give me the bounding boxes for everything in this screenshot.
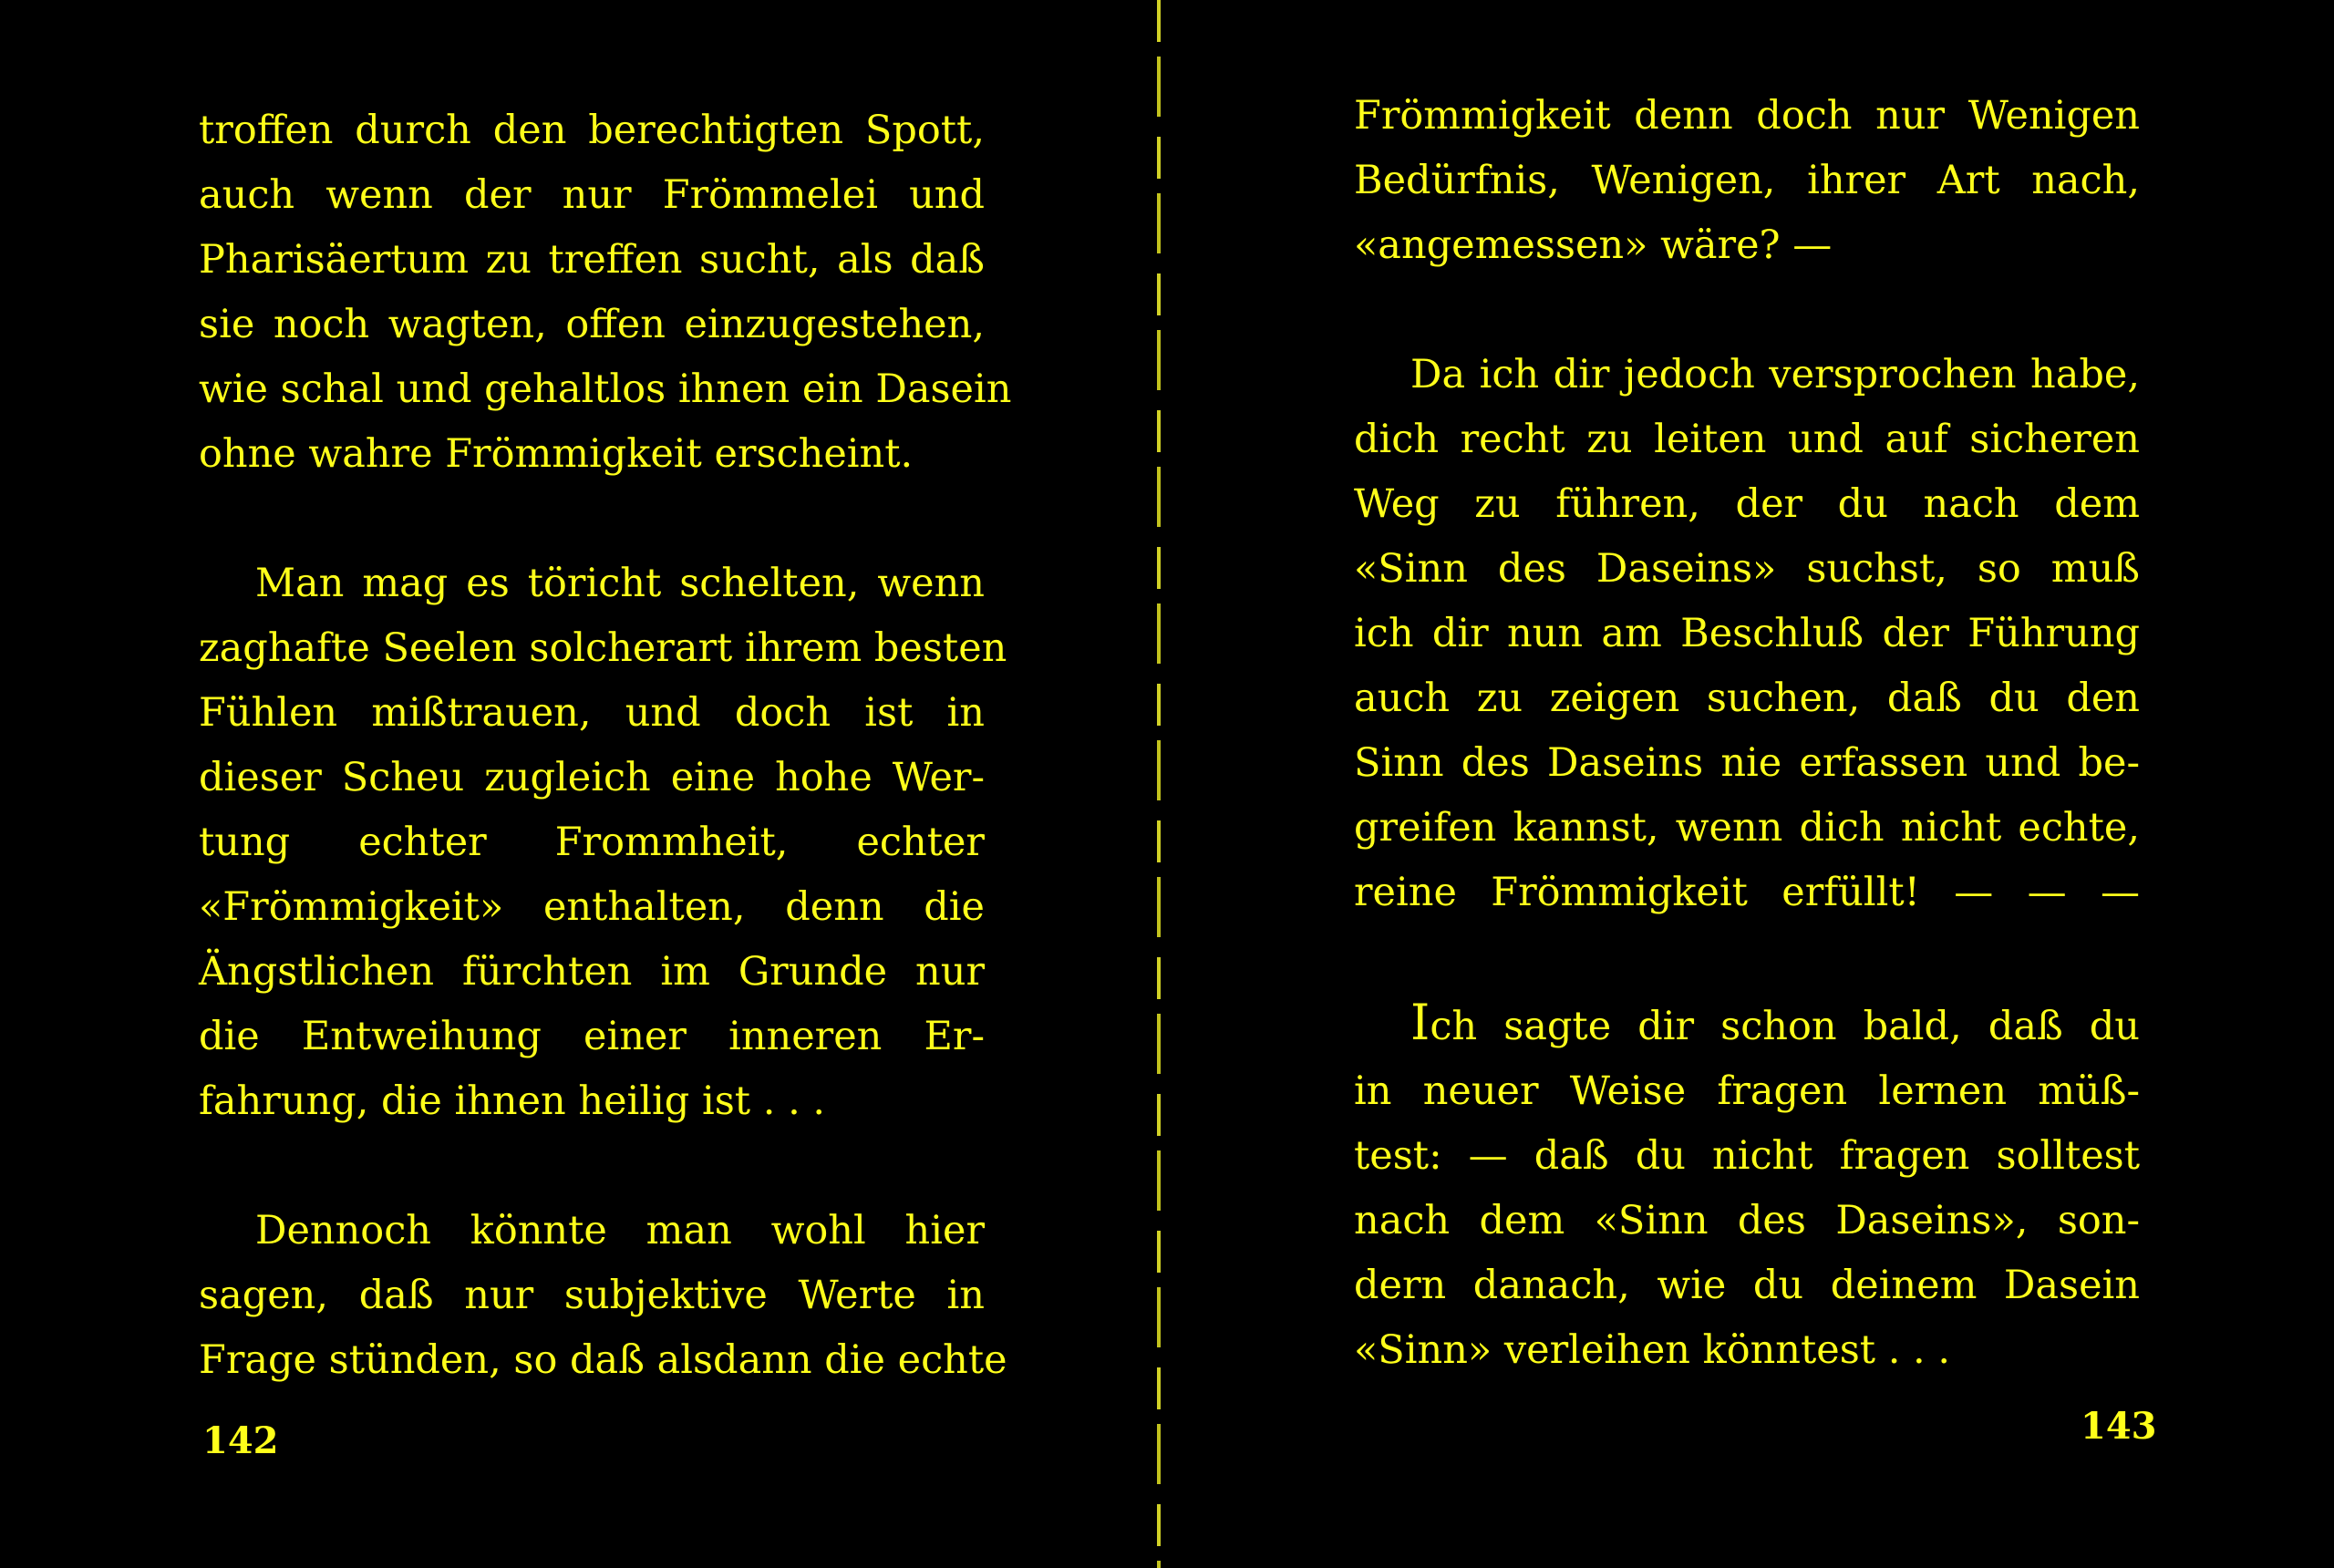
right-page bbox=[1354, 84, 2140, 1383]
text-line: fahrung, die ihnen heilig ist . . . bbox=[199, 1078, 826, 1124]
text-line: wie schal und gehaltlos ihnen ein Dasein bbox=[199, 366, 1012, 412]
text-line: Frage stünden, so daß alsdann die echte bbox=[199, 1337, 1007, 1383]
text-line: Pharisäertum zu treffen sucht, als daß bbox=[199, 237, 985, 283]
text-line: zaghafte Seelen solcherart ihrem besten bbox=[199, 625, 1007, 671]
text-line: troffen durch den berechtigten Spott, bbox=[199, 108, 985, 153]
paragraph bbox=[1354, 990, 2140, 1383]
left-page bbox=[199, 98, 1012, 1393]
text-line: «Sinn» verleihen könntest . . . bbox=[1354, 1327, 1951, 1373]
text-line: dieser Scheu zugleich eine hohe Wer- bbox=[199, 755, 985, 800]
text-line: sie noch wagten, offen einzugestehen, bbox=[199, 302, 985, 347]
book-gutter bbox=[1157, 0, 1161, 1568]
text-line: ohne wahre Frömmigkeit erscheint. bbox=[199, 431, 914, 477]
text-line: reine Frömmigkeit erfüllt! — — — bbox=[1354, 870, 2140, 915]
text-line: test: — daß du nicht fragen solltest bbox=[1354, 1133, 2140, 1179]
text-line: greifen kannst, wenn dich nicht echte, bbox=[1354, 805, 2140, 851]
paragraph-gap bbox=[1354, 278, 2140, 343]
text-line: Dennoch könnte man wohl hier bbox=[255, 1208, 985, 1253]
text-line: auch wenn der nur Frömmelei und bbox=[199, 172, 985, 218]
paragraph-gap bbox=[199, 487, 985, 552]
paragraph bbox=[1354, 343, 2140, 925]
text-line: Weg zu führen, der du nach dem bbox=[1354, 481, 2140, 527]
text-line: Frömmigkeit denn doch nur Wenigen bbox=[1354, 93, 2140, 139]
text-line: «Frömmigkeit» enthalten, denn die bbox=[199, 884, 985, 930]
text-line: dern danach, wie du deinem Dasein bbox=[1354, 1263, 2140, 1308]
initial-letter: I bbox=[1410, 994, 1430, 1051]
text-line: Fühlen mißtrauen, und doch ist in bbox=[199, 690, 985, 736]
paragraph-gap bbox=[199, 1134, 985, 1199]
text-line: tung echter Frommheit, echter bbox=[199, 820, 985, 865]
text-line-rest: ch sagte dir schon bald, daß du bbox=[1430, 1004, 2140, 1049]
text-line: nach dem «Sinn des Daseins», son- bbox=[1354, 1198, 2140, 1243]
text-line: Ängstlichen fürchten im Grunde nur bbox=[199, 949, 985, 995]
text-line: die Entweihung einer inneren Er- bbox=[199, 1014, 985, 1059]
text-line: Man mag es töricht schelten, wenn bbox=[255, 561, 985, 606]
page-number-left: 142 bbox=[202, 1419, 279, 1462]
text-line: «angemessen» wäre? — bbox=[1354, 222, 1833, 268]
paragraph-gap bbox=[1354, 925, 2140, 990]
text-line: Sinn des Daseins nie erfassen und be- bbox=[1354, 740, 2140, 786]
page-number-right: 143 bbox=[2081, 1405, 2157, 1448]
text-line: dich recht zu leiten und auf sicheren bbox=[1354, 417, 2140, 462]
text-line: ich dir nun am Beschluß der Führung bbox=[1354, 611, 2140, 656]
text-line: in neuer Weise fragen lernen müß- bbox=[1354, 1068, 2140, 1114]
text-line: Bedürfnis, Wenigen, ihrer Art nach, bbox=[1354, 158, 2140, 203]
paragraph bbox=[199, 1199, 1007, 1393]
text-line bbox=[1354, 990, 2140, 1059]
paragraph bbox=[199, 98, 1012, 487]
paragraph bbox=[1354, 84, 2140, 278]
text-line: sagen, daß nur subjektive Werte in bbox=[199, 1273, 985, 1318]
text-line: auch zu zeigen suchen, daß du den bbox=[1354, 676, 2140, 721]
text-line: Da ich dir jedoch versprochen habe, bbox=[1410, 352, 2140, 397]
text-line: «Sinn des Daseins» suchst, so muß bbox=[1354, 546, 2140, 592]
paragraph bbox=[199, 552, 1007, 1134]
